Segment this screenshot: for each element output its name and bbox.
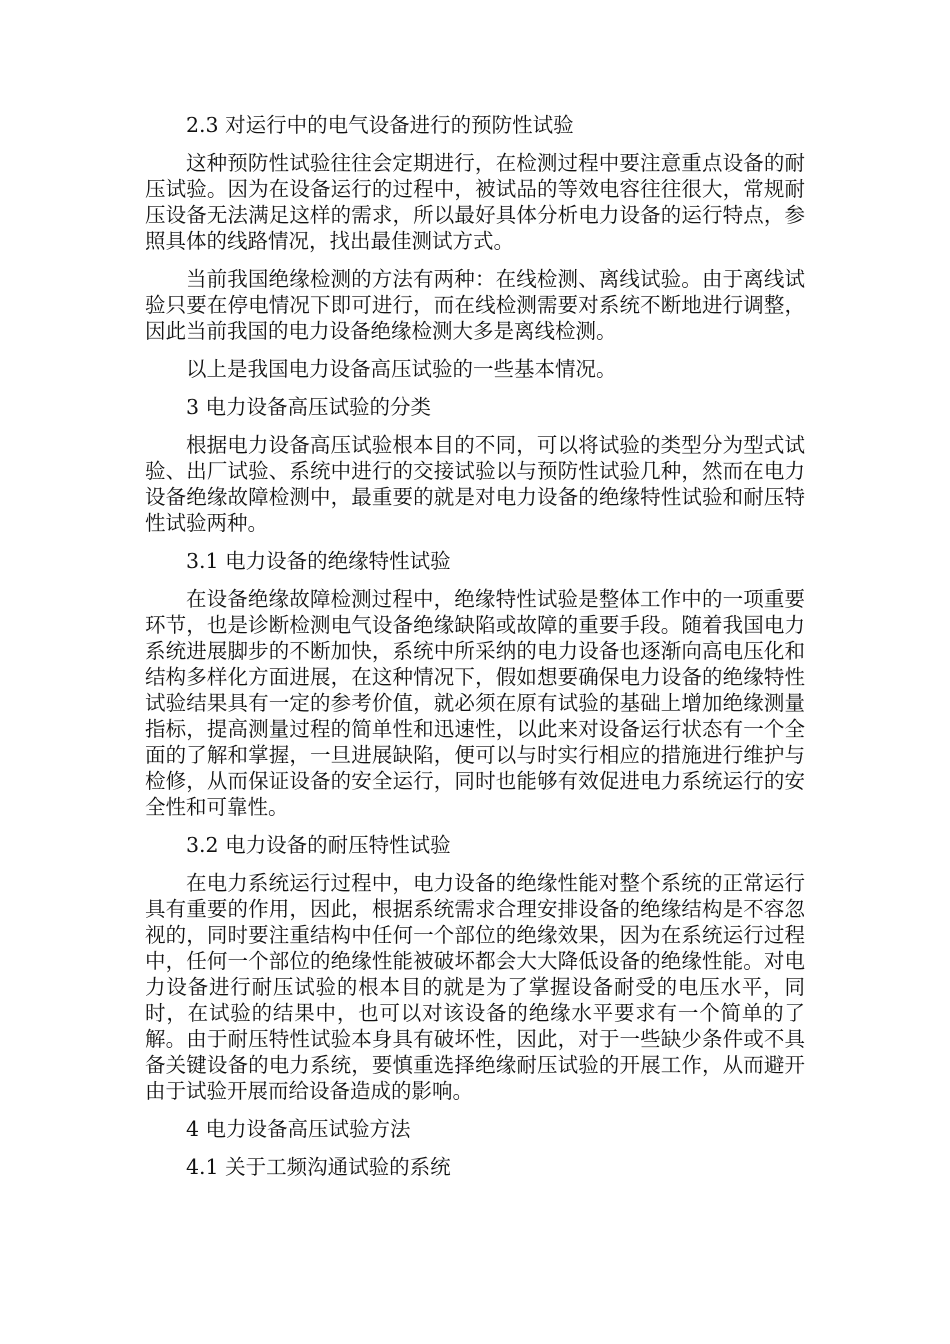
paragraph-classification: 根据电力设备高压试验根本目的不同，可以将试验的类型分为型式试验、出厂试验、系统中进行的交接试验以与预防性试验几种，然而在电力设备绝缘故障检测中，最重要的就是对电力设备的绝缘特性试验和耐压特性试验两种。 — [145, 433, 805, 535]
heading-4: 4 电力设备高压试验方法 — [186, 1117, 411, 1141]
heading-3-1: 3.1 电力设备的绝缘特性试验 — [186, 549, 451, 573]
heading-2-3: 2.3 对运行中的电气设备进行的预防性试验 — [186, 113, 574, 137]
heading-3-2: 3.2 电力设备的耐压特性试验 — [186, 833, 451, 857]
paragraph-summary: 以上是我国电力设备高压试验的一些基本情况。 — [186, 357, 617, 381]
paragraph-insulation-test: 在设备绝缘故障检测过程中，绝缘特性试验是整体工作中的一项重要环节，也是诊断检测电气设备绝缘缺陷或故障的重要手段。随着我国电力系统进展脚步的不断加快，系统中所采纳的电力设备也逐渐向高电压化和结构多样化方面进展，在这种情况下，假如想要确保电力设备的绝缘特性试验结果具有一定的参考价值，就必须在原有试验的基础上增加绝缘测量指标，提高测量过程的简单性和迅速性，以此来对设备运行状态有一个全面的了解和掌握，一旦进展缺陷，便可以与时实行相应的措施进行维护与检修，从而保证设备的安全运行，同时也能够有效促进电力系统运行的安全性和可靠性。 — [145, 587, 805, 819]
document-page — [145, 112, 805, 1192]
heading-3: 3 电力设备高压试验的分类 — [186, 395, 432, 419]
paragraph-withstand-test: 在电力系统运行过程中，电力设备的绝缘性能对整个系统的正常运行具有重要的作用，因此，根据系统需求合理安排设备的绝缘结构是不容忽视的，同时要注重结构中任何一个部位的绝缘效果，因为在系统运行过程中，任何一个部位的绝缘性能被破坏都会大大降低设备的绝缘性能。对电力设备进行耐压试验的根本目的就是为了掌握设备耐受的电压水平，同时，在试验的结果中，也可以对该设备的绝缘水平要求有一个简单的了解。由于耐压特性试验本身具有破坏性，因此，对于一些缺少条件或不具备关键设备的电力系统，要慎重选择绝缘耐压试验的开展工作，从而避开由于试验开展而给设备造成的影响。 — [145, 871, 805, 1103]
paragraph-detection-methods: 当前我国绝缘检测的方法有两种：在线检测、离线试验。由于离线试验只要在停电情况下即可进行，而在线检测需要对系统不断地进行调整，因此当前我国的电力设备绝缘检测大多是离线检测。 — [145, 267, 805, 343]
heading-4-1: 4.1 关于工频沟通试验的系统 — [186, 1155, 451, 1179]
paragraph-preventive-test: 这种预防性试验往往会定期进行，在检测过程中要注意重点设备的耐压试验。因为在设备运行的过程中，被试品的等效电容往往很大，常规耐压设备无法满足这样的需求，所以最好具体分析电力设备的运行特点，参照具体的线路情况，找出最佳测试方式。 — [145, 151, 805, 253]
